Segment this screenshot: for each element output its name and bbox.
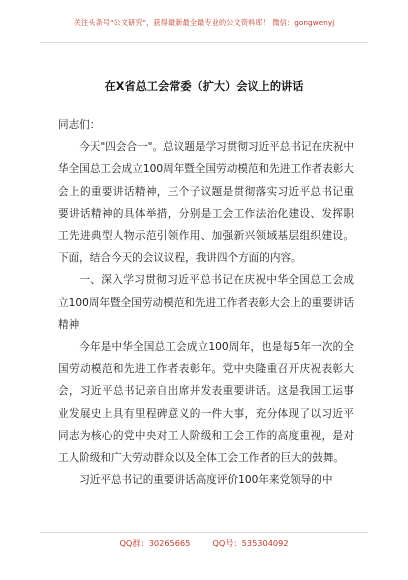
paragraph-body-1: 今年是中华全国总工会成立100周年，也是每5年一次的全国劳动模范和先进工作者表彰年。党中央隆重召开庆祝表彰大会，习近平总书记亲自出席并发表重要讲话。这是我国工运事业发展史上具有里程碑意义的一件大事，充分体现了以习近平同志为核心的党中央对工人阶级和工会工作的高度重视，是对工人阶级和广大劳动群众以及全体工会工作者的巨大的鼓舞。 — [58, 341, 354, 465]
paragraph-body-2: 习近平总书记的重要讲话高度评价100年来党领导的中 — [79, 474, 333, 487]
header-divider — [40, 42, 368, 43]
document-title: 在X省总工会常委（扩大）会议上的讲话 — [104, 80, 304, 93]
salutation: 同志们： — [58, 119, 101, 131]
footer-divider — [40, 532, 368, 533]
section-heading-1: 一、深入学习贯彻习近平总书记在庆祝中华全国总工会成立100周年暨全国劳动模范和先进工作者表彰大会上的重要讲话精神 — [58, 274, 354, 331]
paragraph-intro: 今天"四会合一"。总议题是学习贯彻习近平总书记在庆祝中华全国总工会成立100周年暨全国劳动模范和先进工作者表彰大会上的重要讲话精神，三个子议题是贯彻落实习近平总书记重要讲话精神的具体举措，分别是工会工作法治化建设、发挥职工先进典型人物示范引领作用、加强新兴领域基层组织建设。下面，结合今天的会议议程，我讲四个方面的内容。 — [58, 141, 354, 265]
footer-contact — [0, 538, 408, 549]
header-notice: 关注头条号"公文研究"，获得最新最全最专业的公文资料库！ 微信：gongwenyj — [73, 18, 335, 27]
qq-group-text: QQ群：30265665 — [119, 538, 191, 548]
document-body — [58, 114, 354, 491]
qq-number-text: QQ号：535304092 — [212, 538, 289, 548]
